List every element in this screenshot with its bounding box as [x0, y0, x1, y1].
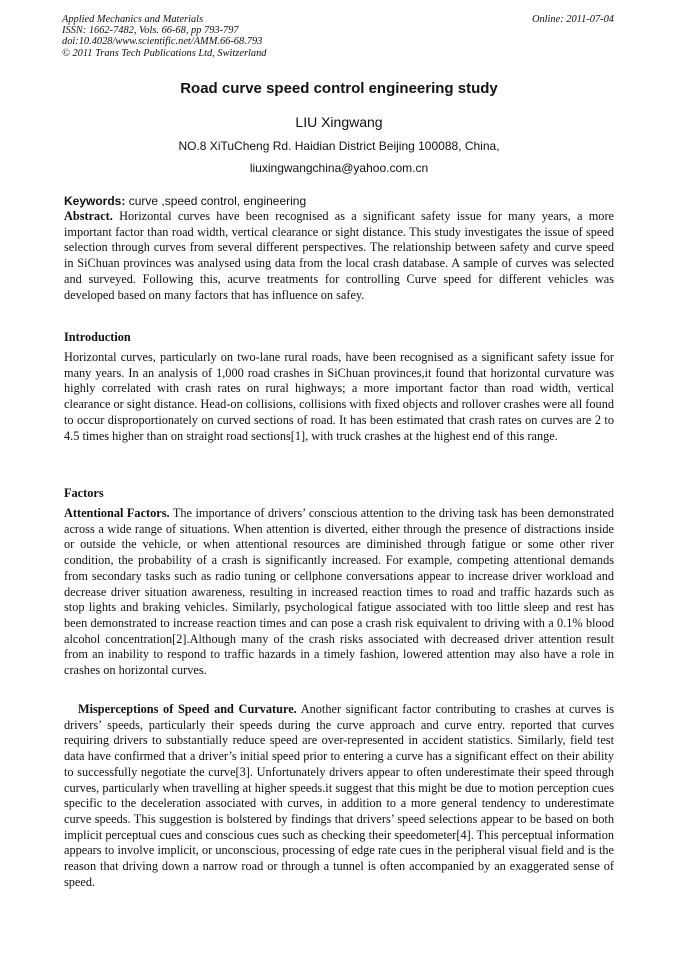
author-affiliation: NO.8 XiTuCheng Rd. Haidian District Beijing 100088, China,: [178, 139, 500, 153]
online-date: Online: 2011-07-04: [531, 14, 614, 25]
journal-doi: doi:10.4028/www.scientific.net/AMM.66-68.793: [62, 36, 263, 48]
attentional-factors-label: Attentional Factors.: [64, 506, 170, 520]
attentional-factors-text: The importance of drivers’ conscious attention to the driving task has been demonstrated across a wide range of situations. When attention is diverted, either through the presence of distractions inside or outside the vehicle, or when attentional resources are diminished through fatigue or some other river condition, the probability of a crash is significantly increased. For example, competing attentional demands from secondary tasks such as radio tuning or cellphone conversations appear to increase driver workload and decrease driver situation awareness, resulting in increased reaction times to road and traffic hazards such as stop lights and braking vehicles. Similarly, psychological fatigue associated with too little sleep and rest has been demonstrated to increase reaction times and can pose a crash risk equivalent to driving with a 0.1% blood alcohol concentration[2].Although many of the crash risks associated with decreased driver attention result from an inability to respond to traffic hazards in a timely fashion, lowered attention may also have a role in crashes on horizontal curves.: [64, 506, 615, 678]
journal-header: [62, 14, 614, 59]
factors-heading: Factors: [64, 486, 104, 500]
abstract: [64, 209, 614, 303]
introduction-paragraph: Horizontal curves, particularly on two-lane rural roads, have been recognised as a significant safety issue for many years. In an analysis of 1,000 road crashes in SiChuan provinces,it found that horizontal curvature was highly correlated with crash rates on rural highways; a more important factor than road width, vertical clearance or sight distance. Head-on collisions, collisions with fixed objects and rollover crashes were all found to occur disproportionately on curved sections of road. It has been estimated that crash rates on curves are 2 to 4.5 times higher than on straight road sections[1], with truck crashes at the highest end of this range.: [64, 350, 614, 443]
journal-issn: ISSN: 1662-7482, Vols. 66-68, pp 793-797: [62, 25, 239, 37]
misperceptions-paragraph: [64, 702, 614, 890]
paper-title: Road curve speed control engineering study: [180, 80, 498, 97]
abstract-text: Horizontal curves have been recognised as a significant safety issue for many years, a more important factor than road width, vertical clearance or sight distance. This study investigates the issue of speed selection through curves from several different perspectives. The relationship between safety and curve speed in SiChuan provinces was analysed using data from the local crash database. A sample of curves was selected and surveyed. Following this, acurve treatments for controlling Curve speed for different vehicles was developed based on many factors that has influence on safey.: [64, 209, 614, 302]
introduction-heading: Introduction: [64, 330, 131, 344]
keywords: [64, 194, 614, 209]
misperceptions-label: Misperceptions of Speed and Curvature.: [78, 702, 297, 716]
keywords-label: Keywords:: [64, 194, 126, 208]
author-name: LIU Xingwang: [295, 114, 383, 130]
abstract-label: Abstract.: [64, 209, 113, 223]
misperceptions-text: Another significant factor contributing to crashes at curves is drivers’ speeds, particularly their speeds during the curve approach and curve entry. reported that curves requiring drivers to substantially reduce speed are over-represented in accident statistics. Similarly, field test data have confirmed that a driver’s initial speed prior to entering a curve has a significant effect on their ability to successfully negotiate the curve[3]. Unfortunately drivers appear to often underestimate their speed through curves, particularly when travelling at higher speeds.it suggest that this might be due to motion perception cues specific to the deceleration associated with curves, in addition to a more general tendency to underestimate curve speeds. This suggestion is bolstered by findings that drivers’ speed selections appear to be based on both implicit perceptual cues and conscious cues such as checking their speedometer[4]. This perceptual information appears to involve implicit, or unconscious, processing of edge rate cues in the peripheral visual field and is the reason that driving down a narrow road or through a tunnel is often accompanied by an exaggerated sense of speed.: [64, 702, 614, 889]
author-email: liuxingwangchina@yahoo.com.cn: [249, 161, 429, 175]
journal-name: Applied Mechanics and Materials: [62, 14, 204, 25]
journal-copyright: © 2011 Trans Tech Publications Ltd, Switzerland: [62, 47, 267, 59]
attentional-factors-paragraph: [64, 506, 614, 679]
keywords-text: curve ,speed control, engineering: [125, 194, 307, 208]
